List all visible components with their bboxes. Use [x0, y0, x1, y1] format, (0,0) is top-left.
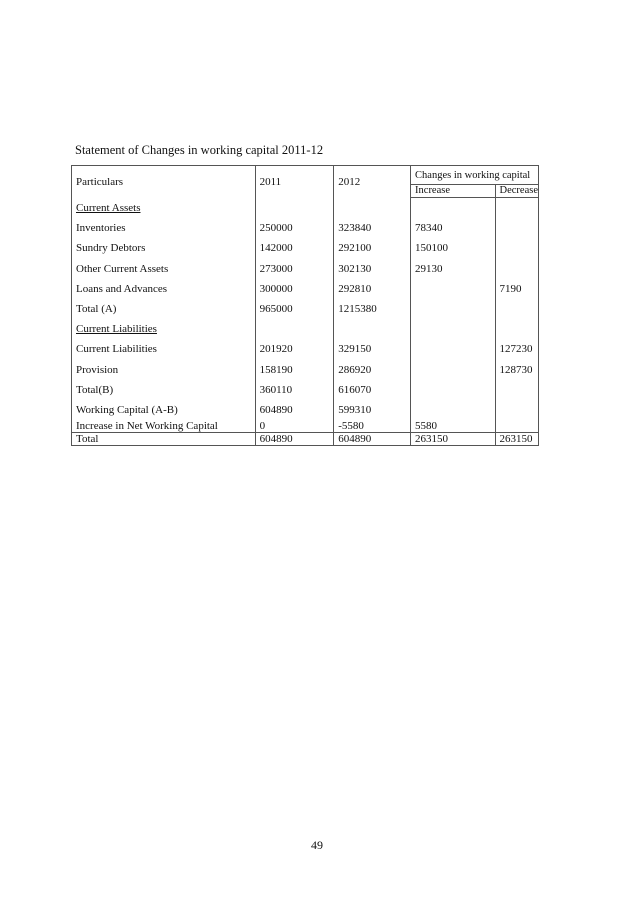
total-decrease-value: 263150 — [495, 433, 538, 446]
row-label: Working Capital (A-B) — [72, 400, 256, 420]
row-label: Current Liabilities — [72, 339, 256, 359]
value-2011: 965000 — [255, 299, 334, 319]
row-label: Current Assets — [72, 198, 256, 219]
decrease-value — [495, 380, 538, 400]
row-label: Increase in Net Working Capital — [72, 420, 256, 433]
value-2011: 158190 — [255, 360, 334, 380]
value-2012: 323840 — [334, 218, 411, 238]
total-value-2012: 604890 — [334, 433, 411, 446]
row-label: Other Current Assets — [72, 259, 256, 279]
table-row — [72, 400, 539, 420]
value-2012 — [334, 319, 411, 339]
header-2012: 2012 — [334, 166, 411, 198]
table-row — [72, 360, 539, 380]
value-2011: 250000 — [255, 218, 334, 238]
value-2011: 300000 — [255, 279, 334, 299]
increase-value — [411, 299, 496, 319]
value-2012: 292810 — [334, 279, 411, 299]
row-label: Sundry Debtors — [72, 238, 256, 258]
decrease-value — [495, 400, 538, 420]
header-decrease: Decrease — [495, 185, 538, 198]
row-label: Provision — [72, 360, 256, 380]
header-changes: Changes in working capital — [411, 166, 539, 185]
increase-value — [411, 400, 496, 420]
decrease-value — [495, 299, 538, 319]
table-row — [72, 259, 539, 279]
row-label: Current Liabilities — [72, 319, 256, 339]
page-number: 49 — [311, 838, 323, 852]
increase-value: 5580 — [411, 420, 496, 433]
value-2011: 201920 — [255, 339, 334, 359]
value-2012: 302130 — [334, 259, 411, 279]
increase-value — [411, 198, 496, 219]
value-2011 — [255, 319, 334, 339]
decrease-value — [495, 198, 538, 219]
value-2011: 142000 — [255, 238, 334, 258]
row-label: Inventories — [72, 218, 256, 238]
section-heading-row — [72, 319, 539, 339]
value-2012: 599310 — [334, 400, 411, 420]
working-capital-table — [71, 165, 539, 446]
increase-value: 150100 — [411, 238, 496, 258]
header-particulars: Particulars — [72, 166, 256, 198]
value-2011: 604890 — [255, 400, 334, 420]
value-2012: 1215380 — [334, 299, 411, 319]
decrease-value — [495, 218, 538, 238]
row-label: Total (A) — [72, 299, 256, 319]
value-2012: 329150 — [334, 339, 411, 359]
decrease-value — [495, 319, 538, 339]
value-2012: 616070 — [334, 380, 411, 400]
table-row — [72, 238, 539, 258]
table-row — [72, 420, 539, 433]
value-2012: 286920 — [334, 360, 411, 380]
decrease-value — [495, 238, 538, 258]
value-2012: -5580 — [334, 420, 411, 433]
increase-value — [411, 319, 496, 339]
value-2011: 360110 — [255, 380, 334, 400]
row-label: Loans and Advances — [72, 279, 256, 299]
decrease-value: 127230 — [495, 339, 538, 359]
value-2012 — [334, 198, 411, 219]
increase-value: 29130 — [411, 259, 496, 279]
header-row — [72, 166, 539, 185]
section-heading-row — [72, 198, 539, 219]
table-row — [72, 380, 539, 400]
header-increase: Increase — [411, 185, 496, 198]
increase-value — [411, 279, 496, 299]
value-2011: 0 — [255, 420, 334, 433]
row-label: Total(B) — [72, 380, 256, 400]
header-2011: 2011 — [255, 166, 334, 198]
value-2012: 292100 — [334, 238, 411, 258]
table-row — [72, 218, 539, 238]
decrease-value — [495, 420, 538, 433]
total-value-2011: 604890 — [255, 433, 334, 446]
decrease-value — [495, 259, 538, 279]
increase-value — [411, 339, 496, 359]
total-row — [72, 433, 539, 446]
decrease-value: 7190 — [495, 279, 538, 299]
total-increase-value: 263150 — [411, 433, 496, 446]
table-row — [72, 339, 539, 359]
increase-value — [411, 380, 496, 400]
statement-title: Statement of Changes in working capital 2011-12 — [75, 143, 324, 157]
total-row-label: Total — [72, 433, 256, 446]
value-2011 — [255, 198, 334, 219]
table-row — [72, 279, 539, 299]
increase-value — [411, 360, 496, 380]
value-2011: 273000 — [255, 259, 334, 279]
decrease-value: 128730 — [495, 360, 538, 380]
table-row — [72, 299, 539, 319]
increase-value: 78340 — [411, 218, 496, 238]
